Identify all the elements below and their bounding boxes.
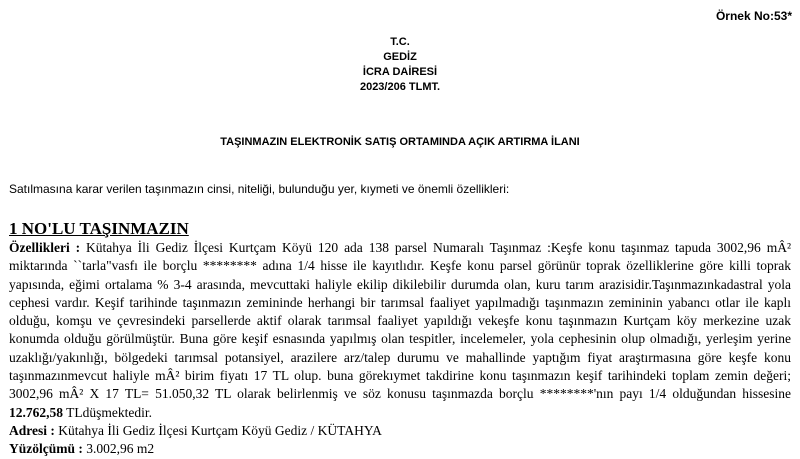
address-label: Adresi : [9, 422, 55, 438]
notice-title: TAŞINMAZIN ELEKTRONİK SATIŞ ORTAMINDA AÇIK ARTIRMA İLANI [220, 136, 580, 148]
features-label: Özellikleri : [9, 240, 81, 255]
property-description [9, 239, 791, 422]
sample-number: Örnek No:53* [715, 9, 792, 23]
area-label: Yüzölçümü : [9, 441, 83, 457]
header-line-office: İCRA DAİRESİ [362, 66, 438, 78]
header-line-file-no: 2023/206 TLMT. [359, 81, 441, 93]
share-value: 12.762,58 [9, 404, 63, 420]
address-value: Kütahya İli Gediz İlçesi Kurtçam Köyü Gediz / KÜTAHYA [54, 422, 382, 438]
header-line-city: GEDİZ [383, 51, 417, 63]
document-header [0, 35, 800, 95]
features-text: Kütahya İli Gediz İlçesi Kurtçam Köyü 120 ada 138 parsel Numaralı Taşınmaz :Keşfe konu taşınmaz tapuda 3002,96 mÂ² miktarında ``tarla"vasfı ile borçlu ******** adına 1/4 hisse ile kayıtlıdır. Keşfe konu parsel görünür toprak özelliklerine göre killi toprak yapısında, eğimi ortalama % 3-4 arasında, mevcuttaki haliyle ekilip dikilebilir durumda olan, kuru tarım arazisidir.Taşınmazınkadastral yola cephesi vardır. Keşif tarihinde taşınmazın zemininde herhangi bir tarımsal faaliyet yapılmadığı taşınmazın zemininin yabancı otlar ile kaplı olduğu, komşu ve çevresindeki parsellerde aktif olarak tarımsal faaliyet yapıldığı vekeşfe konu taşınmazın Kurtçam köy merkezine uzak konumda olduğu görülmüştür. Buna göre keşif esnasında yapılmış olan tespitler, incelemeler, yola cephesinin olup olmadığı, yerleşim yerine uzaklığı/yakınlığı, bölgedeki tarımsal potansiyel, arazilere arz/talep durumu ve mahallinde yaptığım fiyat araştırmasına göre keşfe konu taşınmazınmevcut haliyle mÂ² birim fiyatı 17 TL olup. buna görekıymet takdirine konu taşınmazın keşif tarihindeki toplam zemin değeri; 3002,96 mÂ² X 17 TL= 51.050,32 TL olarak belirlenmiş ve söz konusu taşınmazda borçlu ********'nın payı 1/4 olduğundan hissesine [9, 240, 791, 402]
features-tail: TLdüşmektedir. [63, 404, 152, 420]
intro-text: Satılmasına karar verilen taşınmazın cinsi, niteliği, bulunduğu yer, kıymeti ve önemli özellikleri: [9, 182, 510, 196]
property-section [9, 219, 791, 459]
property-heading: 1 NO'LU TAŞINMAZIN [9, 219, 189, 238]
header-line-tc: T.C. [390, 36, 410, 48]
area-row [9, 440, 791, 458]
area-value: 3.002,96 m2 [82, 441, 155, 457]
address-row [9, 422, 791, 440]
